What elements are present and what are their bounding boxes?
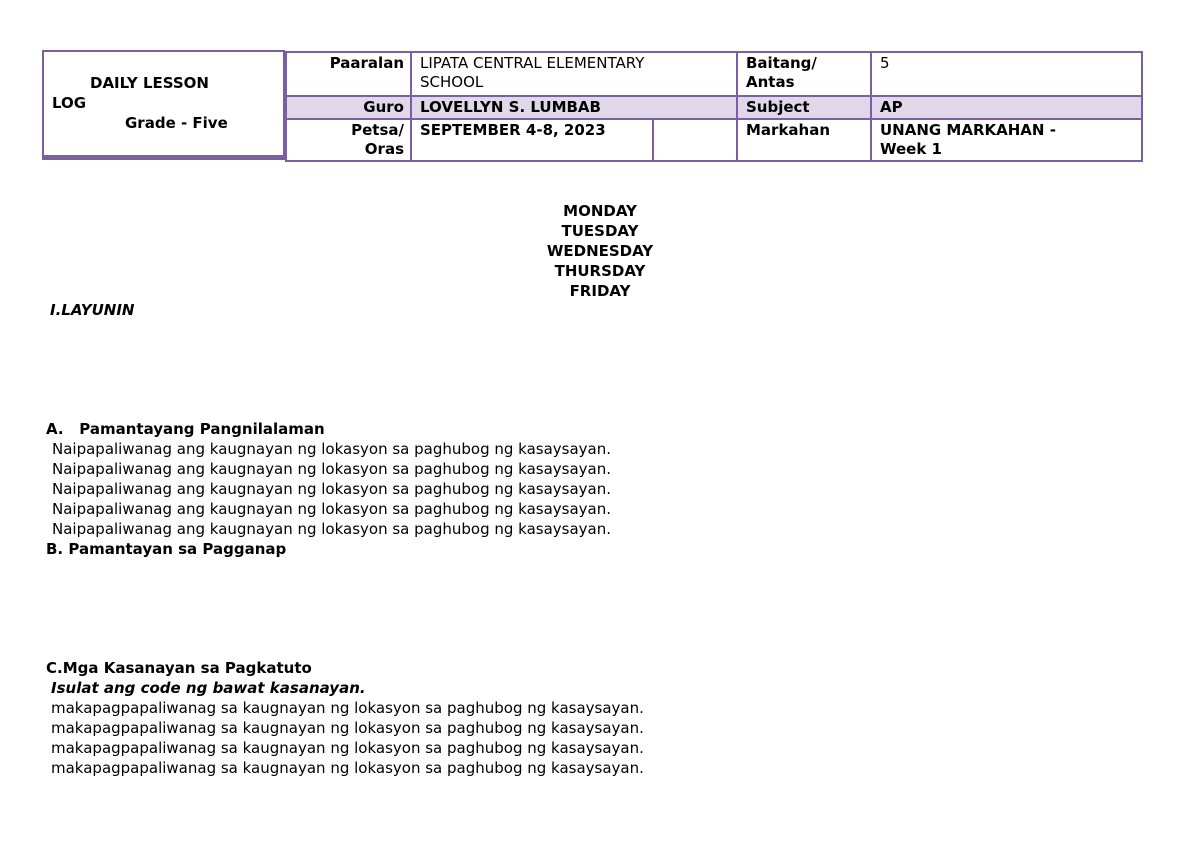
section-c xyxy=(46,658,644,778)
section-c-line: makapagpapaliwanag sa kaugnayan ng lokasyon sa paghubog ng kasaysayan. xyxy=(51,759,644,777)
lesson-info-table xyxy=(285,51,1143,162)
dll-title-line1: DAILY LESSON xyxy=(90,74,209,92)
grade-label: Grade - Five xyxy=(125,114,228,132)
section-a xyxy=(46,419,611,559)
section-b-heading: B. Pamantayan sa Pagganap xyxy=(46,540,287,558)
section-a-heading: A. Pamantayang Pangnilalaman xyxy=(46,420,325,438)
day-wednesday: WEDNESDAY xyxy=(546,242,654,260)
day-thursday: THURSDAY xyxy=(554,262,646,280)
section-a-line: Naipapaliwanag ang kaugnayan ng lokasyon sa paghubog ng kasaysayan. xyxy=(52,500,612,518)
subject-value: AP xyxy=(871,96,1142,119)
title-block-underline xyxy=(42,157,285,160)
paaralan-label: Paaralan xyxy=(286,52,411,96)
day-list xyxy=(0,201,1200,301)
section-a-line: Naipapaliwanag ang kaugnayan ng lokasyon sa paghubog ng kasaysayan. xyxy=(52,520,612,538)
guro-value: LOVELLYN S. LUMBAB xyxy=(411,96,737,119)
dll-title-line2: LOG xyxy=(52,94,87,112)
section-c-line: makapagpapaliwanag sa kaugnayan ng lokasyon sa paghubog ng kasaysayan. xyxy=(51,739,644,757)
dll-title-block xyxy=(42,50,285,157)
paaralan-value: LIPATA CENTRAL ELEMENTARY SCHOOL xyxy=(411,52,737,96)
section-c-instruction: Isulat ang code ng bawat kasanayan. xyxy=(51,679,366,697)
day-friday: FRIDAY xyxy=(569,282,631,300)
markahan-value: UNANG MARKAHAN - Week 1 xyxy=(871,119,1142,161)
day-tuesday: TUESDAY xyxy=(561,222,639,240)
section-c-heading: C.Mga Kasanayan sa Pagkatuto xyxy=(46,659,312,677)
section-a-line: Naipapaliwanag ang kaugnayan ng lokasyon sa paghubog ng kasaysayan. xyxy=(52,440,612,458)
day-monday: MONDAY xyxy=(563,202,637,220)
petsa-extra-cell xyxy=(653,119,737,161)
subject-label: Subject xyxy=(737,96,871,119)
markahan-label: Markahan xyxy=(737,119,871,161)
section-c-line: makapagpapaliwanag sa kaugnayan ng lokasyon sa paghubog ng kasaysayan. xyxy=(51,699,644,717)
guro-label: Guro xyxy=(286,96,411,119)
baitang-value: 5 xyxy=(871,52,1142,96)
layunin-heading: I.LAYUNIN xyxy=(50,301,135,319)
section-a-line: Naipapaliwanag ang kaugnayan ng lokasyon sa paghubog ng kasaysayan. xyxy=(52,460,612,478)
section-a-line: Naipapaliwanag ang kaugnayan ng lokasyon sa paghubog ng kasaysayan. xyxy=(52,480,612,498)
petsa-label: Petsa/ Oras xyxy=(286,119,411,161)
petsa-value: SEPTEMBER 4-8, 2023 xyxy=(411,119,653,161)
baitang-label: Baitang/ Antas xyxy=(737,52,871,96)
section-c-line: makapagpapaliwanag sa kaugnayan ng lokasyon sa paghubog ng kasaysayan. xyxy=(51,719,644,737)
